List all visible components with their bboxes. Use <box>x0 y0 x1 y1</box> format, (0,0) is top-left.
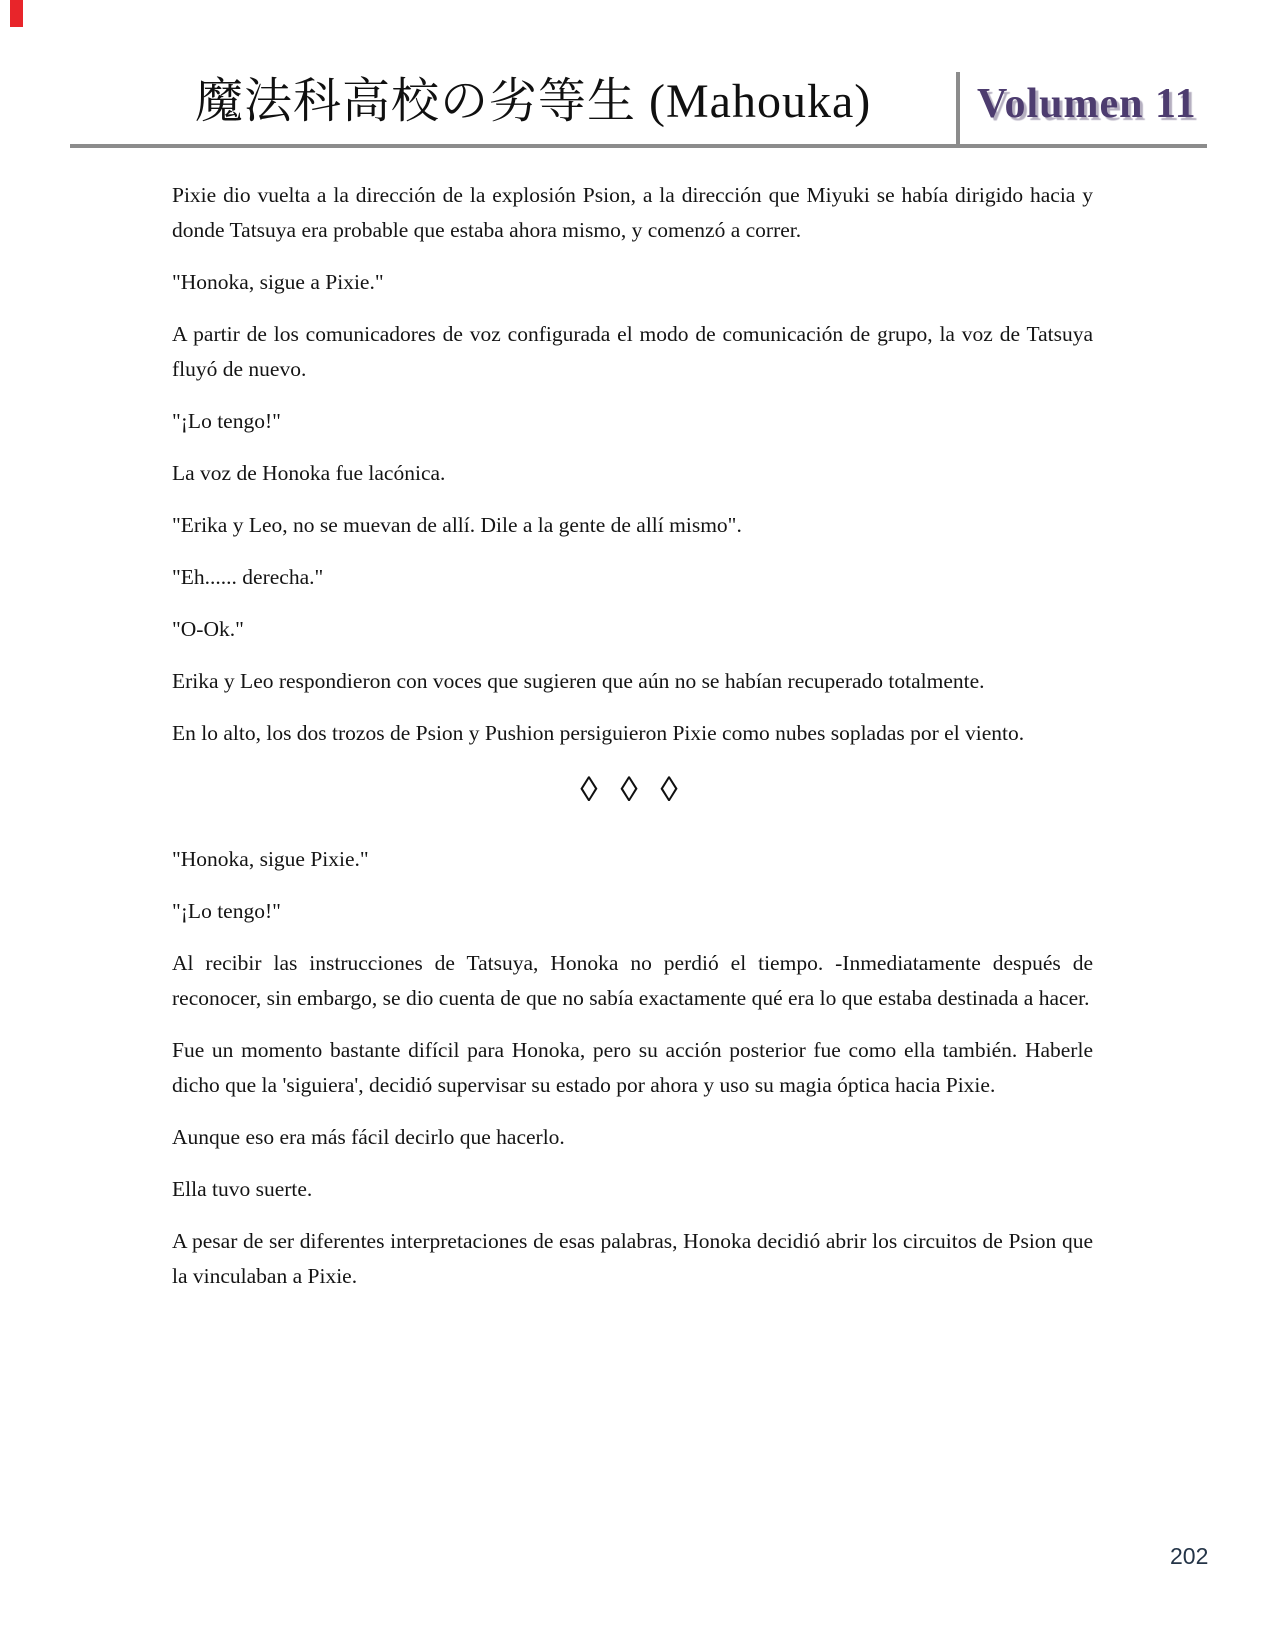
paragraph: "O-Ok." <box>172 617 244 641</box>
paragraph: En lo alto, los dos trozos de Psion y Pushion persiguieron Pixie como nubes sopladas por el viento. <box>172 721 1025 745</box>
header-rule <box>70 144 1207 148</box>
header-divider-bar <box>956 72 960 148</box>
page-number: 202 <box>1170 1543 1209 1569</box>
paragraph: Ella tuvo suerte. <box>172 1177 313 1201</box>
paragraph: La voz de Honoka fue lacónica. <box>172 461 446 485</box>
series-title: 魔法科高校の劣等生 (Mahouka) <box>195 75 872 128</box>
paragraph: Pixie dio vuelta a la dirección de la explosión Psion, a la dirección que Miyuki se había dirigido hacia y donde Tatsuya era probable que estaba ahora mismo, y comenzó a correr. <box>172 183 1093 242</box>
corner-red-mark <box>10 0 23 27</box>
paragraph: "¡Lo tengo!" <box>172 899 281 923</box>
paragraph: A partir de los comunicadores de voz configurada el modo de comunicación de grupo, la voz de Tatsuya fluyó de nuevo. <box>172 322 1093 381</box>
paragraph: Al recibir las instrucciones de Tatsuya, Honoka no perdió el tiempo. -Inmediatamente después de reconocer, sin embargo, se dio cuenta de que no sabía exactamente qué era lo que estaba destinada a hacer. <box>172 951 1093 1010</box>
paragraph: Aunque eso era más fácil decirlo que hacerlo. <box>172 1125 565 1149</box>
paragraph: A pesar de ser diferentes interpretaciones de esas palabras, Honoka decidió abrir los circuitos de Psion que la vinculaban a Pixie. <box>172 1229 1093 1288</box>
paragraph: "Erika y Leo, no se muevan de allí. Dile a la gente de allí mismo". <box>172 513 742 537</box>
paragraph: "Honoka, sigue Pixie." <box>172 847 369 871</box>
paragraph: "Honoka, sigue a Pixie." <box>172 270 384 294</box>
paragraph: Fue un momento bastante difícil para Honoka, pero su acción posterior fue como ella también. Haberle dicho que la 'siguiera', decidió supervisar su estado por ahora y uso su magia óptica hacia Pixie. <box>172 1038 1093 1097</box>
paragraph: Erika y Leo respondieron con voces que sugieren que aún no se habían recuperado totalmente. <box>172 669 985 693</box>
scene-separator: ◊ ◊ ◊ <box>580 770 685 809</box>
body-text <box>172 178 1093 1311</box>
paragraph: "Eh...... derecha." <box>172 565 324 589</box>
paragraph: "¡Lo tengo!" <box>172 409 281 433</box>
volume-label: Volumen 11 <box>977 81 1197 127</box>
